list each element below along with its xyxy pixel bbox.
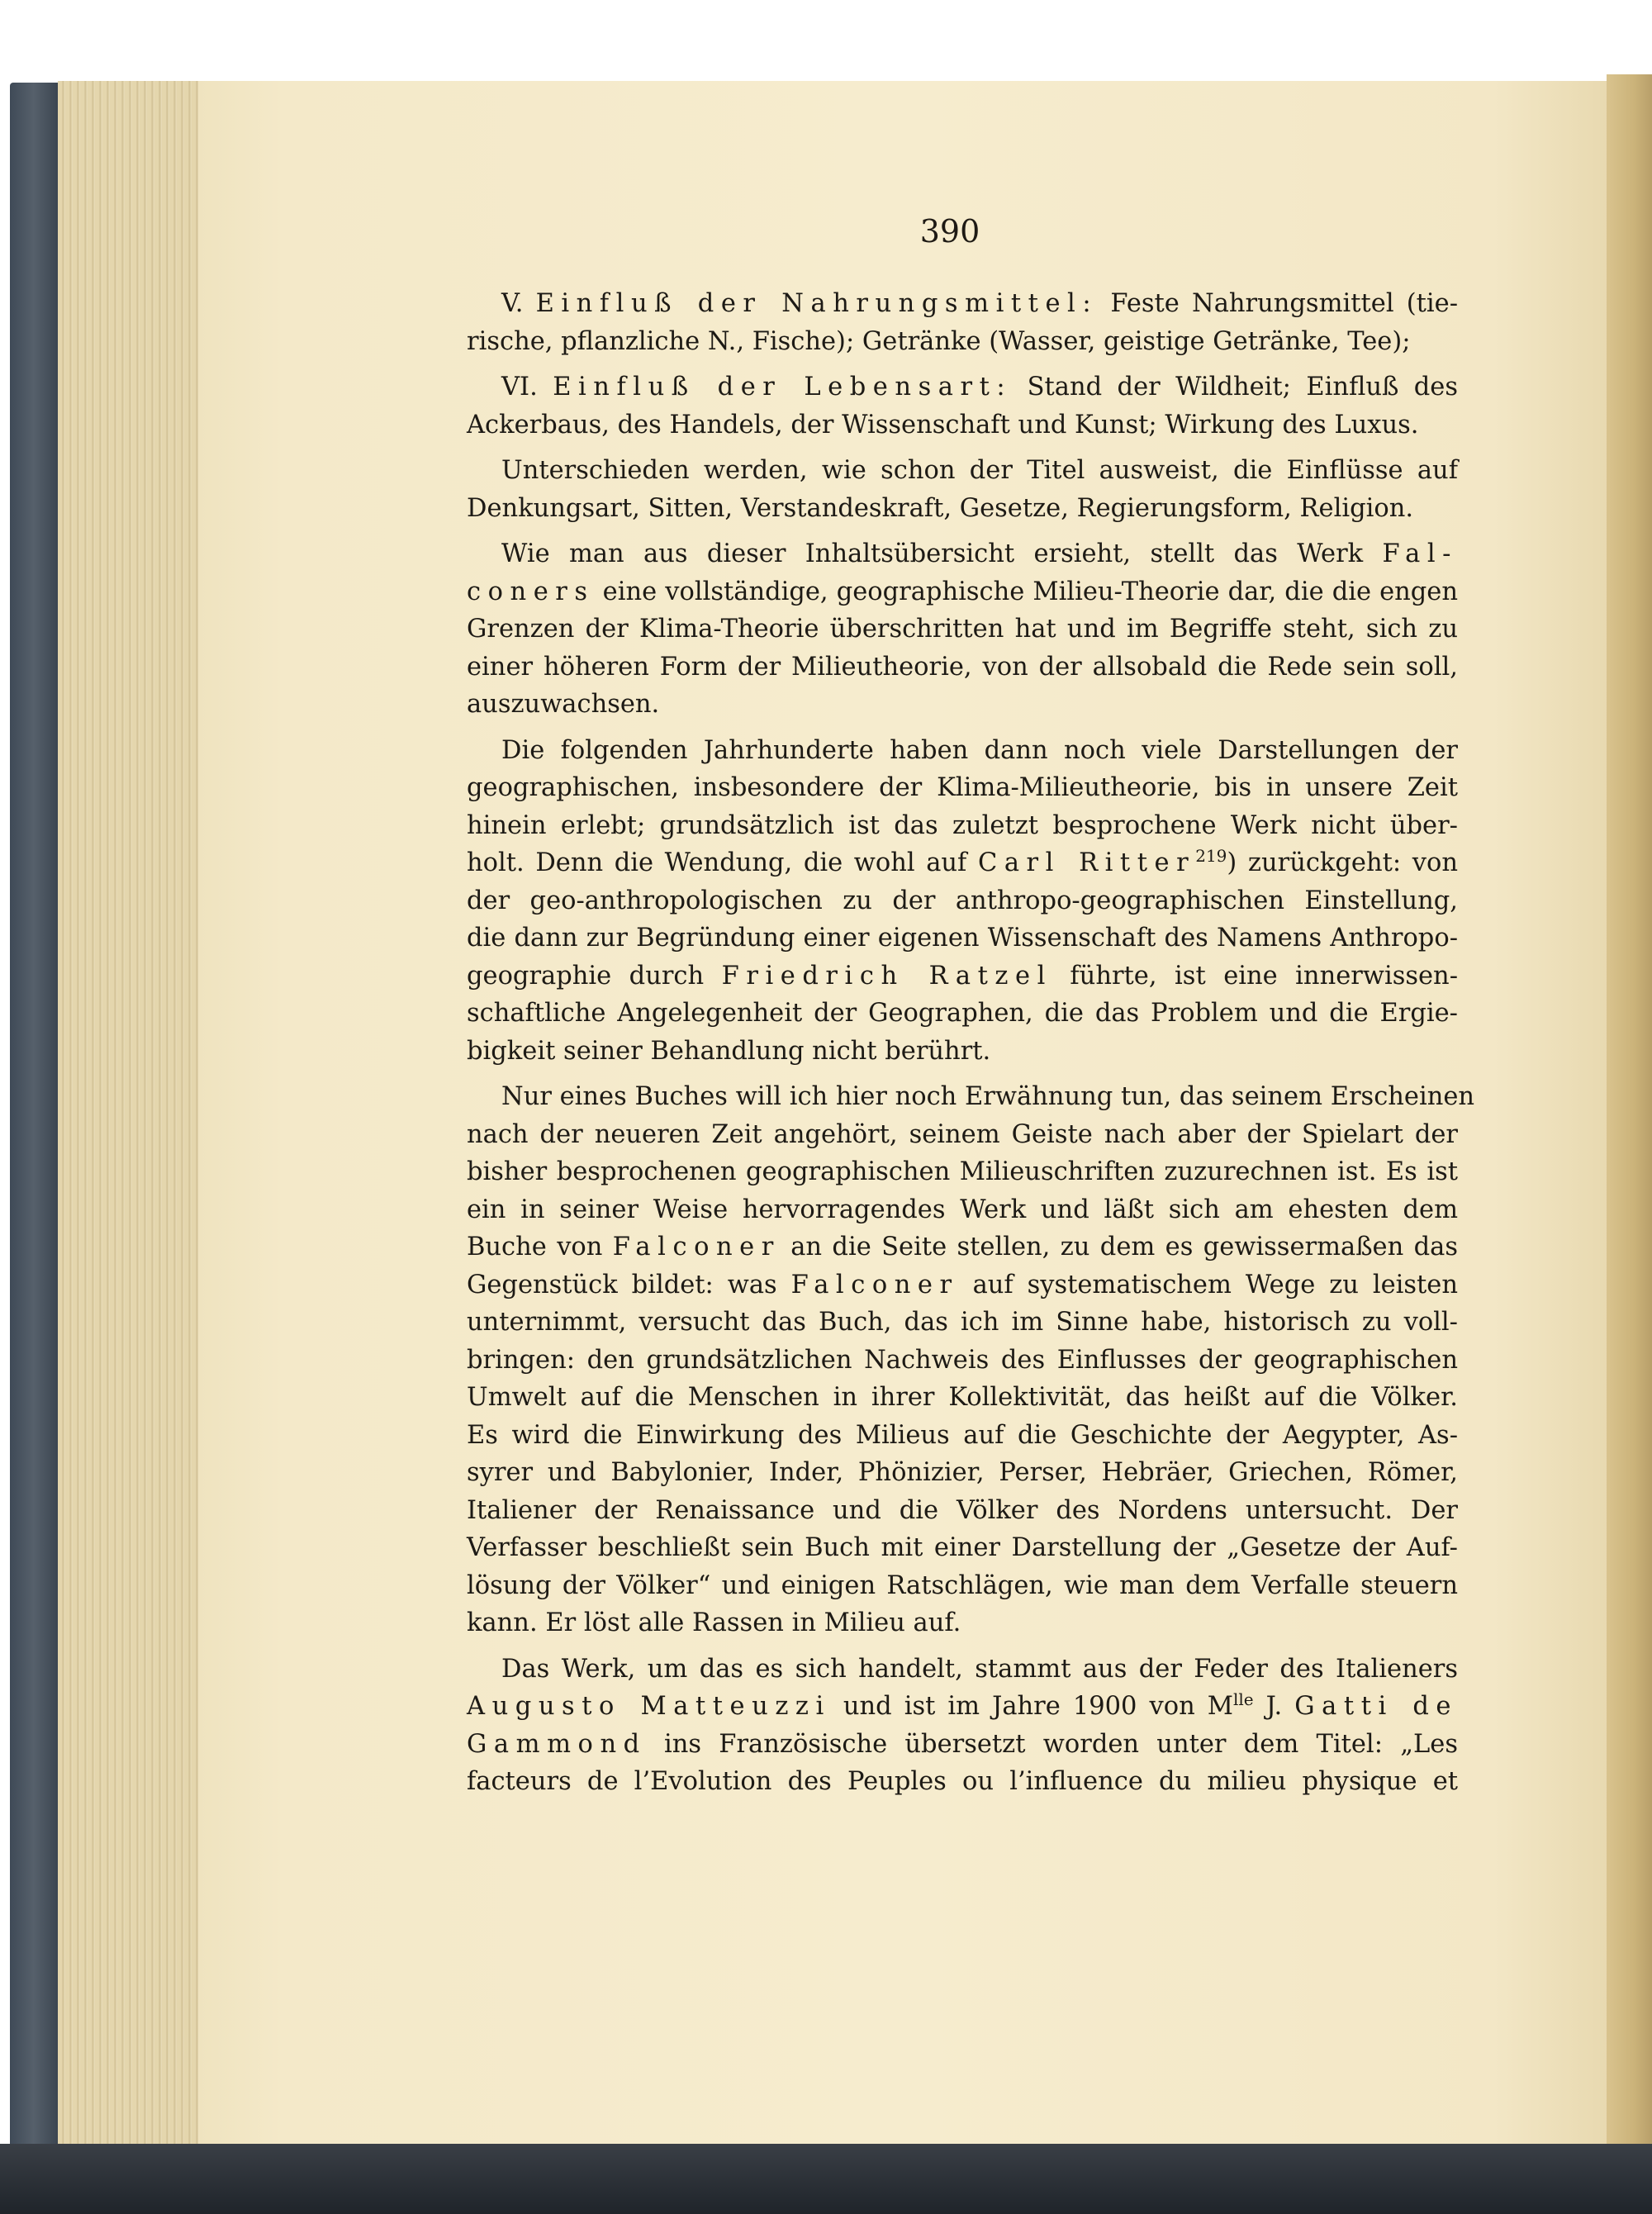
spaced-name: Carl Ritter	[977, 848, 1196, 877]
paragraph	[467, 285, 1458, 360]
text-line: bringen: den grundsätzlichen Nachweis des Einflusses der geographischen	[467, 1345, 1458, 1375]
text-line: Verfasser beschließt sein Buch mit einer Darstellung der „Gesetze der Auf-	[467, 1533, 1458, 1562]
text-line: Italiener der Renaissance und die Völker des Nordens untersucht. Der	[467, 1495, 1458, 1525]
text-line: Wie man aus dieser Inhaltsübersicht ersieht, stellt das Werk Fal-	[501, 539, 1458, 568]
text-line: holt. Denn die Wendung, die wohl auf Carl Ritter$^{219}$) zurückgeht: von	[467, 845, 1458, 877]
text-line: Augusto Matteuzzi und ist im Jahre 1900 von $M^{lle}$ J. Gatti de	[467, 1689, 1459, 1721]
text-line: Buche von Falconer an die Seite stellen, zu dem es gewissermaßen das	[467, 1233, 1458, 1261]
spaced-name: Einfluß der Nahrungsmittel:	[535, 289, 1099, 318]
spaced-name: Einfluß der Lebensart:	[553, 373, 1013, 401]
page-gutter-edge	[1607, 74, 1652, 2173]
text-line: auszuwachsen.	[467, 690, 660, 719]
text-line: ein in seiner Weise hervorragendes Werk und läßt sich am ehesten dem	[467, 1195, 1458, 1224]
paragraph	[467, 368, 1458, 444]
text-line: bigkeit seiner Behandlung nicht berührt.	[467, 1036, 991, 1066]
text-line: geographie durch Friedrich Ratzel führte, ist eine innerwissen-	[467, 961, 1459, 991]
text-line: hinein erlebt; grundsätzlich ist das zuletzt besprochene Werk nicht über-	[467, 810, 1458, 840]
spaced-name: Fal-	[1382, 539, 1458, 568]
text-line: Es wird die Einwirkung des Milieus auf die Geschichte der Aegypter, As-	[467, 1420, 1458, 1450]
page-edges	[58, 81, 215, 2163]
text-line: Gegenstück bildet: was Falconer auf systematischem Wege zu leisten	[467, 1270, 1458, 1299]
text-line: Gammond ins Französische übersetzt worden unter dem Titel: „Les	[467, 1729, 1458, 1759]
superscript: 219	[1195, 845, 1227, 866]
text-line: nach der neueren Zeit angehört, seinem Geiste nach aber der Spielart der	[467, 1119, 1458, 1149]
text-line: Grenzen der Klima-Theorie überschritten hat und im Begriffe steht, sich zu	[467, 615, 1458, 644]
text-line: facteurs de l’Evolution des Peuples ou l’influence du milieu physique et	[467, 1767, 1458, 1796]
text-line: einer höheren Form der Milieutheorie, von der allsobald die Rede sein soll,	[467, 652, 1458, 682]
text-line: Denkungsart, Sitten, Verstandeskraft, Gesetze, Regierungsform, Religion.	[467, 493, 1414, 523]
text-line: schaftliche Angelegenheit der Geographen, die das Problem und die Ergie-	[467, 999, 1458, 1028]
scanner-bed	[0, 2144, 1652, 2214]
text-line: rische, pflanzliche N., Fische); Getränke (Wasser, geistige Getränke, Tee);	[467, 326, 1411, 356]
spaced-name: Falconer	[612, 1233, 781, 1261]
superscript: lle	[1233, 1689, 1254, 1709]
text-line: Umwelt auf die Menschen in ihrer Kollektivität, das heißt auf die Völker.	[467, 1383, 1458, 1412]
paragraph	[467, 1651, 1458, 1801]
text-line: Nur eines Buches will ich hier noch Erwähnung tun, das seinem Erscheinen	[501, 1082, 1475, 1111]
body-text	[467, 285, 1475, 1801]
text-line: Unterschieden werden, wie schon der Titel ausweist, die Einflüsse auf	[501, 456, 1458, 485]
text-line: Die folgenden Jahrhunderte haben dann noch viele Darstellungen der	[501, 735, 1458, 765]
text-line: kann. Er löst alle Rassen in Milieu auf.	[467, 1608, 961, 1637]
spaced-name: Augusto Matteuzzi	[467, 1692, 831, 1721]
text-line: unternimmt, versucht das Buch, das ich im Sinne habe, historisch zu voll-	[467, 1308, 1458, 1337]
page-number: 390	[919, 213, 980, 249]
spaced-name: Falconer	[790, 1270, 959, 1299]
text-line: syrer und Babylonier, Inder, Phönizier, Perser, Hebräer, Griechen, Römer,	[467, 1458, 1458, 1487]
text-line: V. Einfluß der Nahrungsmittel: Feste Nahrungsmittel (tie-	[501, 289, 1458, 318]
paragraph	[467, 452, 1458, 527]
text-line: geographischen, insbesondere der Klima-Milieutheorie, bis in unsere Zeit	[467, 773, 1458, 802]
paragraph	[467, 1078, 1475, 1642]
spaced-name: Gatti de	[1294, 1692, 1459, 1721]
spaced-name: coners	[467, 577, 595, 606]
text-line: coners eine vollständige, geographische Milieu-Theorie dar, die die engen	[467, 577, 1458, 606]
spaced-name: Gammond	[467, 1729, 647, 1759]
paragraph	[467, 732, 1458, 1071]
text-line: VI. Einfluß der Lebensart: Stand der Wildheit; Einfluß des	[501, 373, 1458, 401]
text-line: bisher besprochenen geographischen Milieuschriften zuzurechnen ist. Es ist	[467, 1157, 1458, 1186]
text-line: lösung der Völker“ und einigen Ratschlägen, wie man dem Verfalle steuern	[467, 1570, 1458, 1600]
paragraph	[467, 535, 1458, 724]
text-line: der geo-anthropologischen zu der anthropo-geographischen Einstellung,	[467, 886, 1458, 915]
spaced-name: Friedrich Ratzel	[721, 961, 1052, 991]
text-line: Ackerbaus, des Handels, der Wissenschaft und Kunst; Wirkung des Luxus.	[467, 410, 1419, 439]
text-line: die dann zur Begründung einer eigenen Wissenschaft des Namens Anthropo-	[467, 924, 1458, 953]
text-line: Das Werk, um das es sich handelt, stammt aus der Feder des Italieners	[501, 1654, 1458, 1684]
